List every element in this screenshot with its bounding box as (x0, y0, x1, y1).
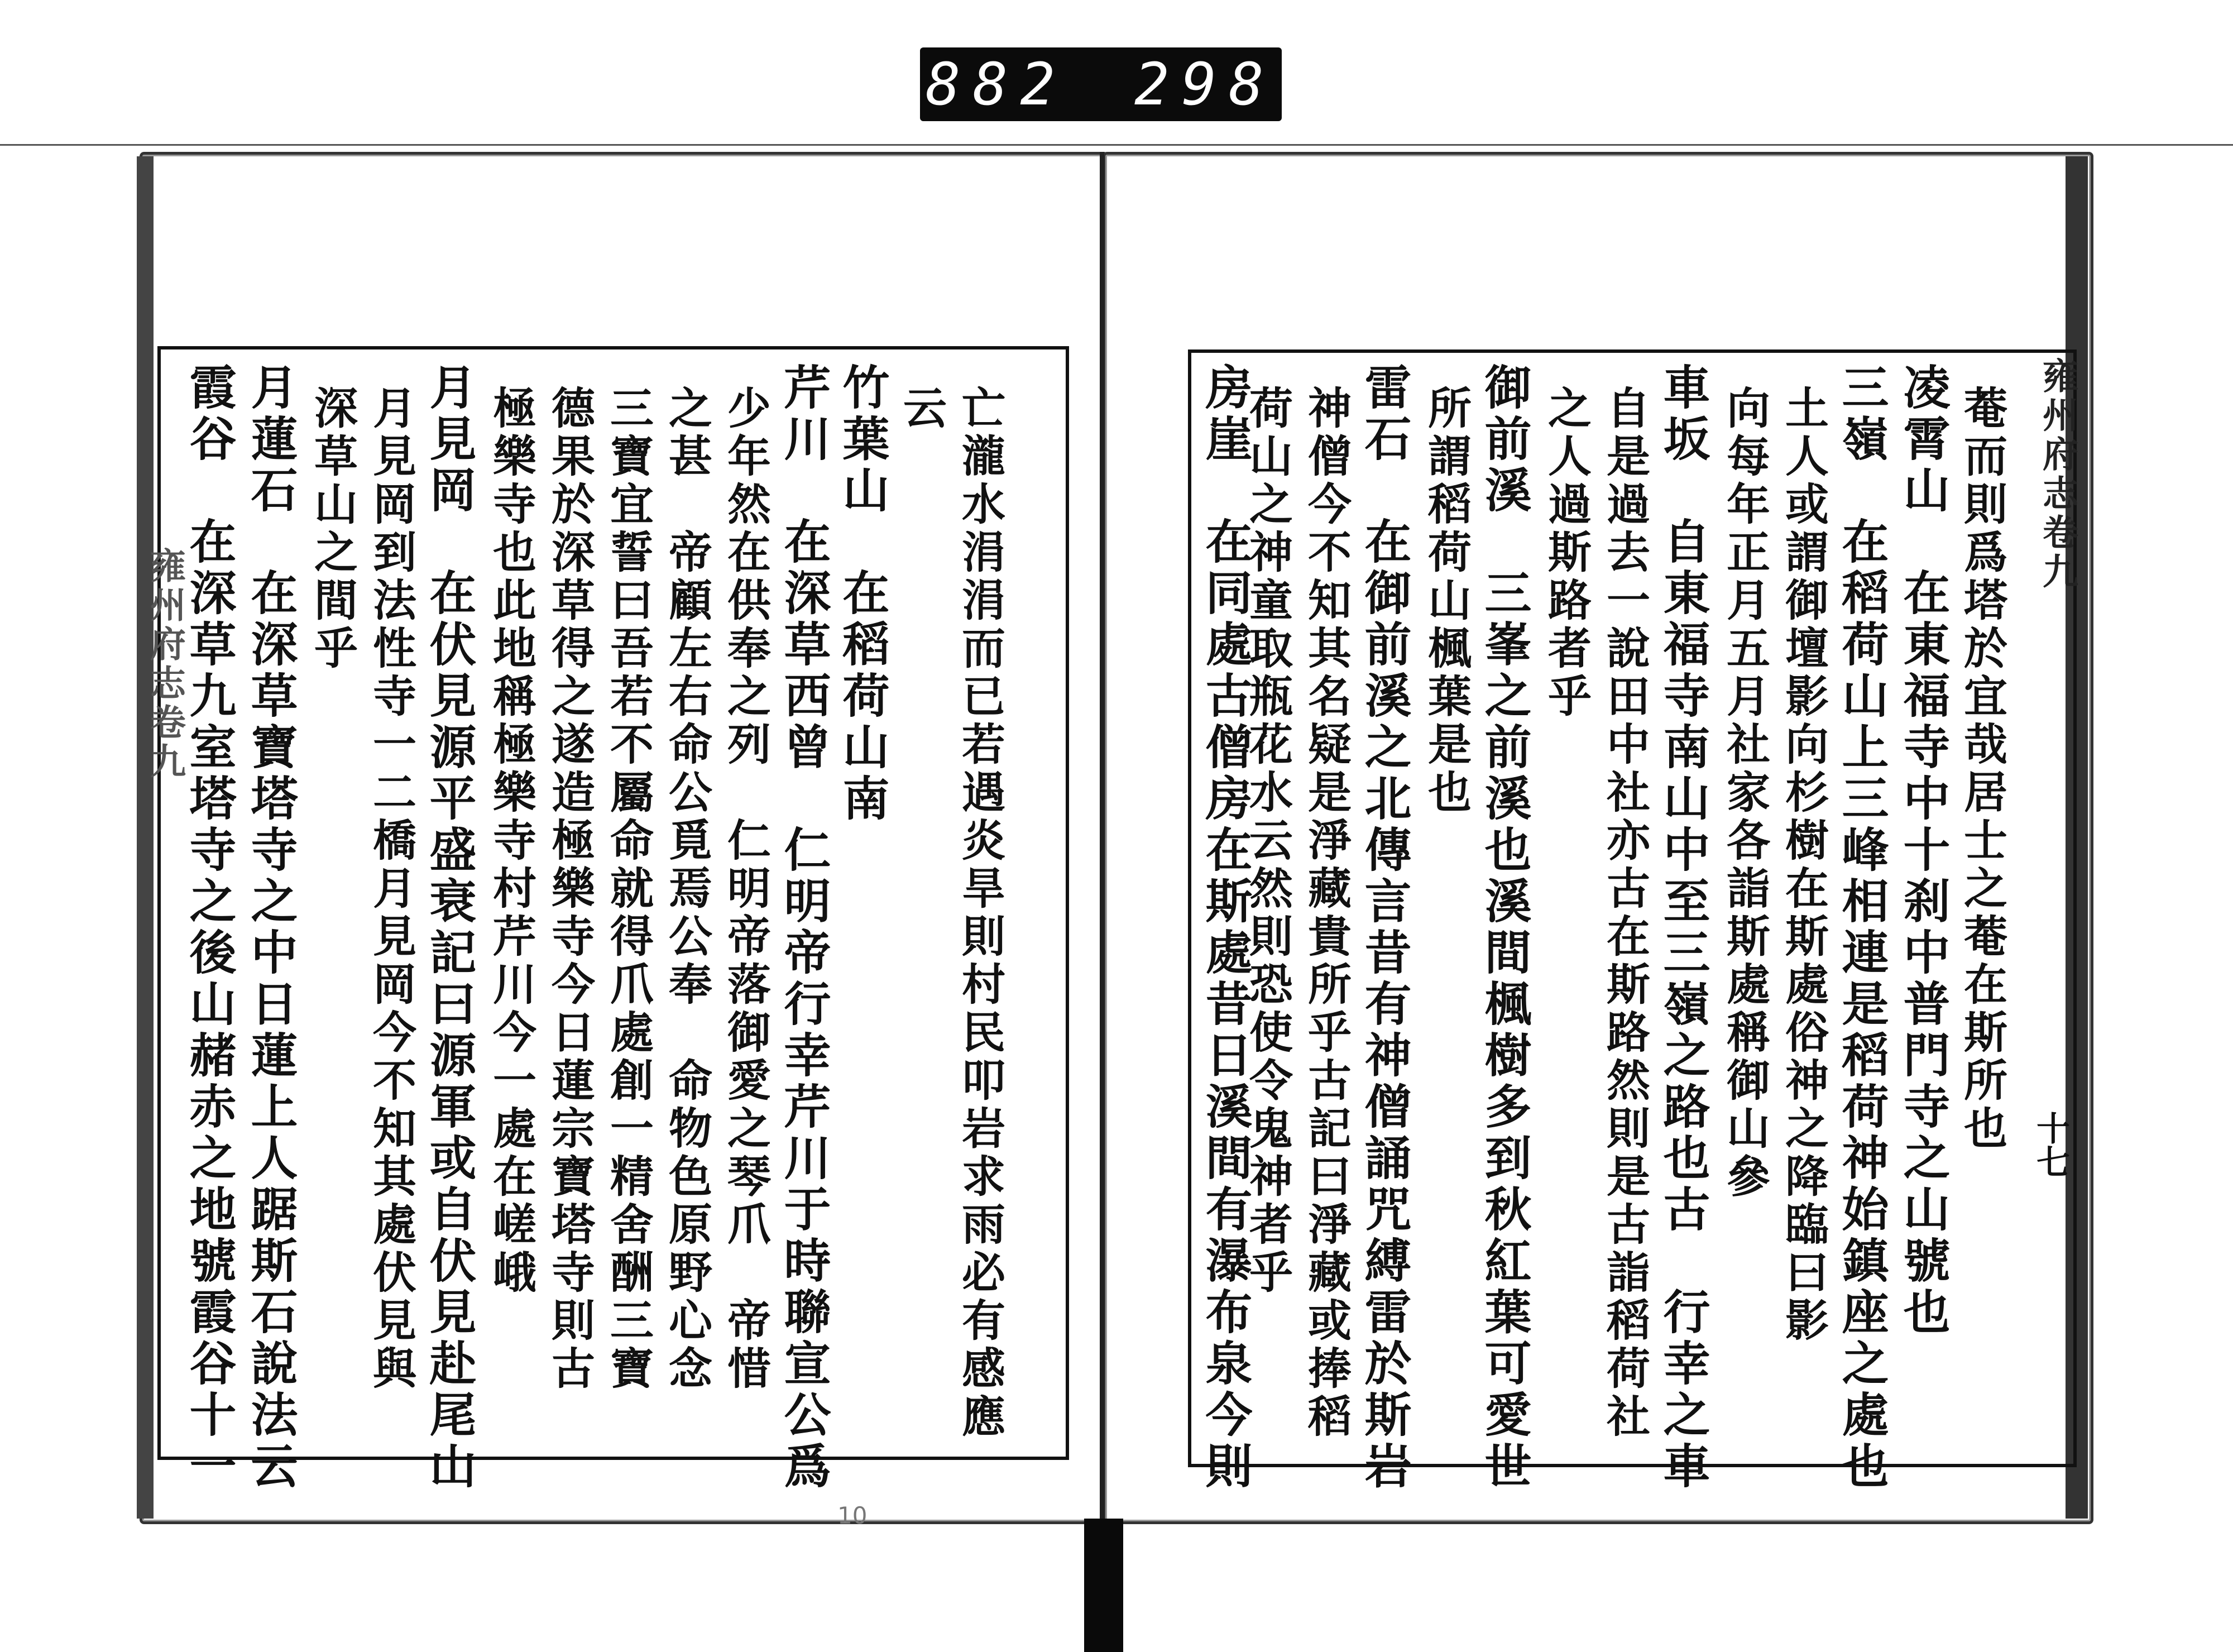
text-column: 向每年正月五月社家各詣斯處稱御山參 (1719, 385, 1770, 1201)
text-column: 芹川 在深草西曾 仁明帝行幸芹川于時聯宣公爲 (777, 363, 832, 1493)
text-column: 雷石 在御前溪之北傳言昔有神僧誦咒縛雷於斯岩 (1357, 363, 1412, 1493)
text-column: 御前溪 三峯之前溪也溪間楓樹多到秋紅葉可愛世 (1477, 363, 1532, 1493)
text-column: 神僧今不知其名疑是淨藏貴所乎古記曰淨藏或捧稻 (1301, 385, 1352, 1442)
left-edge (137, 156, 154, 1519)
right-page-folio: 十七 (2031, 1111, 2070, 1178)
text-column: 自是過去一說田中社亦古在斯路然則是古詣稻荷社 (1599, 385, 1650, 1442)
text-column: 少年然在供奉之列 仁明帝落御愛之琴爪 帝惜 (720, 385, 771, 1394)
left-page-side-label: 雍州府志卷九 (144, 547, 186, 782)
text-column: 菴而則爲塔於宜哉居士之菴在斯所也 (1957, 385, 2007, 1153)
top-rule (0, 144, 2233, 146)
text-column: 三寶宜誓曰吾若不屬命就得爪處創一精舍酬三寶 (603, 385, 654, 1394)
text-column: 房崖 在同處古僧房在斯處昔日溪間有瀑布泉今則 (1198, 363, 1253, 1493)
text-column: 月蓮石 在深草寶塔寺之中日蓮上人踞斯石說法云 (243, 363, 299, 1493)
text-column: 月見岡到法性寺一二橋月見岡今不知其處伏見與 (366, 385, 416, 1394)
text-column: 竹葉山 在稻荷山南 (835, 363, 890, 825)
identification-label (920, 47, 1282, 121)
label-left-number: 882 (926, 50, 1067, 118)
text-column: 凌霄山 在東福寺中十刹中普門寺之山號也 (1896, 363, 1951, 1339)
text-column: 土人或謂御壇影向杉樹在斯處俗神之降臨曰影 (1778, 385, 1829, 1345)
text-column: 霞谷 在深草九室塔寺之後山赭赤之地號霞谷十一 (182, 363, 237, 1493)
text-column: 極樂寺也此地稱極樂寺村芹川今一處在嵯峨 (486, 385, 536, 1297)
text-column: 深草山之間乎 (307, 385, 358, 673)
text-column: 荷山之神童取瓶花水云然則恐使令鬼神者乎 (1242, 385, 1293, 1297)
book-gutter (1100, 152, 1104, 1519)
binding-strip (1084, 1519, 1123, 1652)
text-column: 德果於深草得之遂造極樂寺今日蓮宗寶塔寺則古 (544, 385, 595, 1394)
text-column: 三嶺 在稻荷山上三峰相連是稻荷神始鎮座之處也 (1834, 363, 1890, 1493)
text-column: 之甚 帝顧左右命公覓焉公奉 命物色原野心念 (662, 385, 712, 1394)
text-column: 車坂 自東福寺南山中至三嶺之路也古 行幸之車 (1656, 363, 1711, 1493)
page-mark: 10 (837, 1502, 868, 1529)
text-column: 之人過斯路者乎 (1541, 385, 1592, 721)
text-column: 亡瀧水涓涓而已若遇炎旱則村民叩岩求雨必有感應 (955, 385, 1005, 1442)
right-page-title: 雍州府志卷九 (2036, 357, 2078, 592)
text-column: 云 (896, 385, 947, 433)
text-column: 所謂稻荷山楓葉是也 (1421, 385, 1472, 817)
text-column: 月見岡 在伏見源平盛衰記曰源軍或自伏見赴尾山 (422, 363, 477, 1493)
label-right-number: 298 (1134, 50, 1276, 118)
